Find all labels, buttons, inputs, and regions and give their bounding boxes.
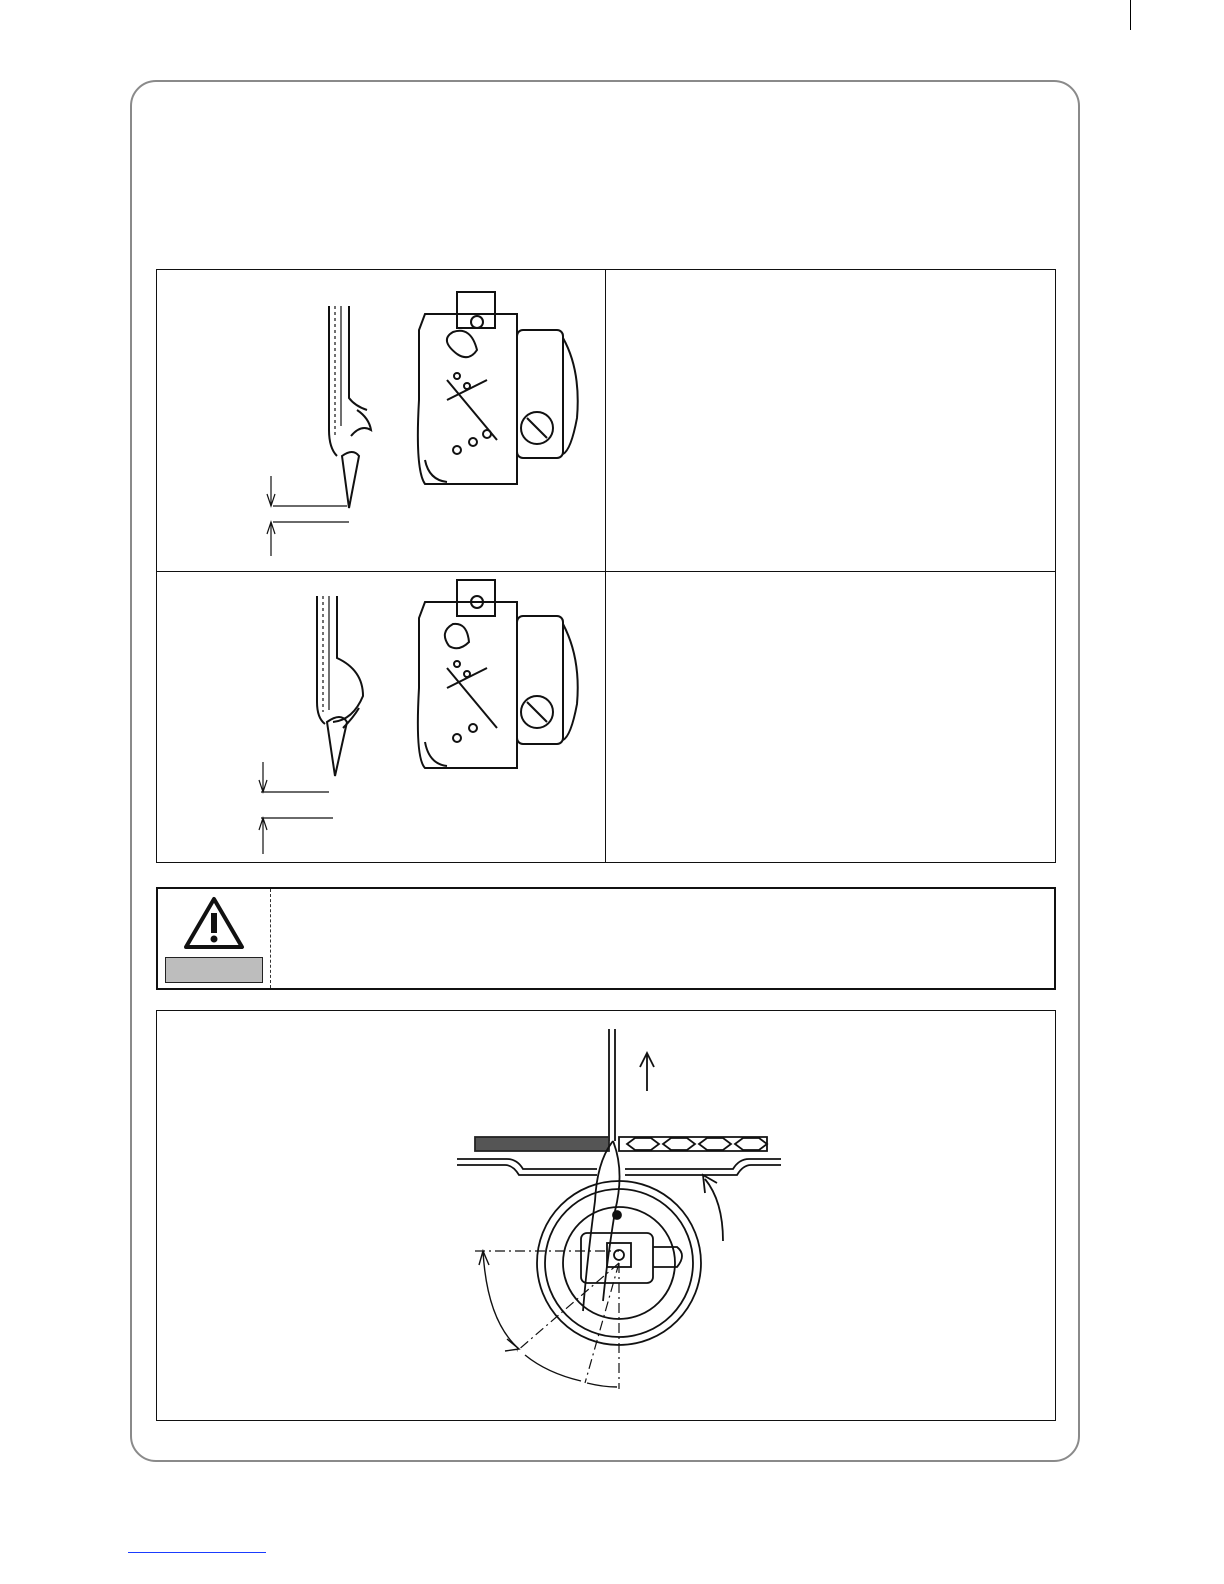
rotating-hook-diagram-box: [156, 1010, 1056, 1421]
top-margin-line: [1130, 0, 1131, 30]
footer-link-underline[interactable]: [128, 1552, 266, 1553]
rotating-hook-thread-diagram: [157, 1011, 1057, 1422]
warning-triangle-icon: [182, 895, 246, 951]
needle-hook-illustration-1: [157, 270, 605, 570]
table-column-divider: [605, 270, 606, 862]
caution-label: [165, 957, 263, 983]
adjustment-figure-table: [156, 269, 1056, 863]
caution-box: [156, 887, 1056, 990]
caution-separator: [270, 889, 271, 988]
needle-hook-illustration-2: [157, 572, 605, 864]
